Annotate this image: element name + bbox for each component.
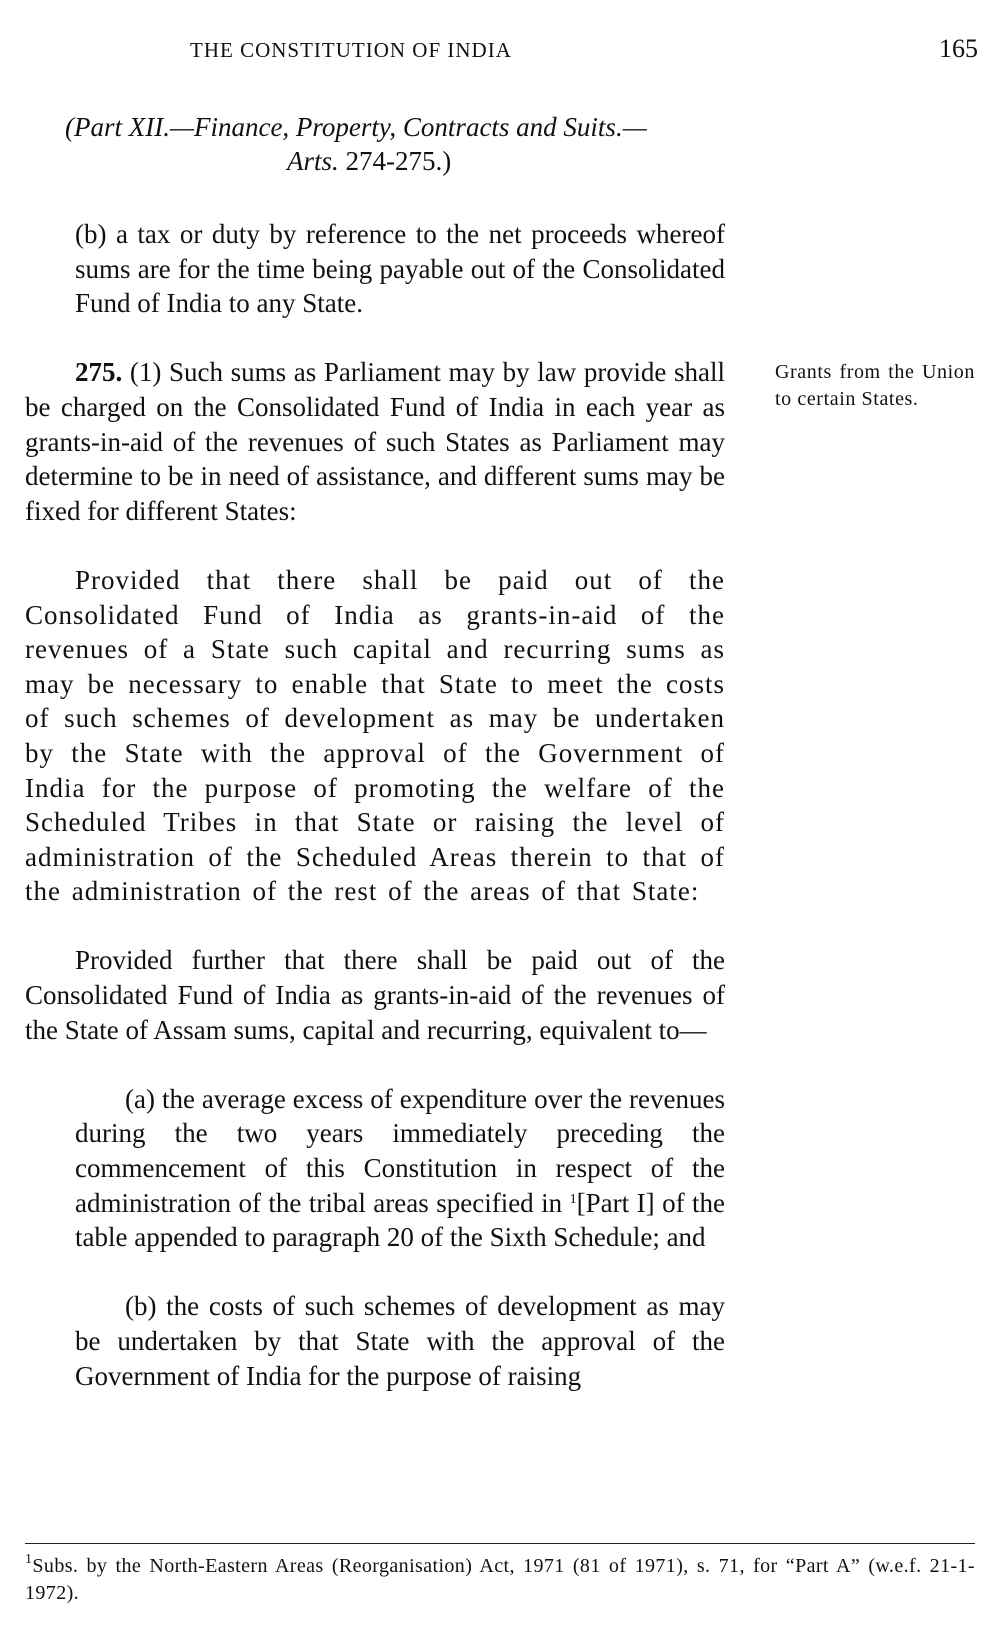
arts-label: Arts. xyxy=(287,146,339,176)
second-proviso: Provided further that there shall be paid out of the Consolidated Fund of India as grants-in-aid of the revenues of the State of Assam sums, capital and recurring, equivalent to— xyxy=(25,945,725,1045)
part-heading-title: (Part XII.—Finance, Property, Contracts and Suits.— xyxy=(65,112,647,142)
article-275-clause-1 xyxy=(25,355,725,528)
footnote-marker: 1 xyxy=(25,1552,33,1567)
clause-1-text: (1) Such sums as Parliament may by law provide shall be charged on the Consolidated Fund of India in each year as grants-in-aid of the revenues of such States as Parliament may determine to be in need of assistance, and different sums may be fixed for different States: xyxy=(25,357,725,526)
first-proviso: Provided that there shall be paid out of the Consolidated Fund of India as grants-in-aid of the revenues of a State such capital and recurring sums as may be necessary to enable that State to meet the costs of such schemes of development as may be undertaken by the State with the approval of the Government of India for the purpose of promoting the welfare of the Scheduled Tribes in that State or raising the level of administration of the Scheduled Areas therein to that of the administration of the rest of the areas of that State: xyxy=(25,564,725,907)
main-text-column xyxy=(25,217,725,1428)
part-heading xyxy=(65,110,725,178)
sub-clause-a xyxy=(75,1082,725,1255)
footnote-reference[interactable]: 1 xyxy=(569,1191,577,1207)
page-number: 165 xyxy=(939,34,978,63)
marginal-note: Grants from the Union to certain States. xyxy=(775,361,975,410)
clause-b-art-274: (b) a tax or duty by reference to the net proceeds whereof sums are for the time being payable out of the Consolidated Fund of India to any State. xyxy=(75,219,725,319)
sub-clause-b: (b) the costs of such schemes of development as may be undertaken by that State with the approval of the Government of India for the purpose of raising xyxy=(75,1291,725,1391)
sub-clause-a-continuation: [Part I] of the table appended to paragraph 20 of the Sixth Schedule; and xyxy=(75,1187,726,1253)
footnote-divider xyxy=(25,1543,975,1544)
arts-range: 274-275.) xyxy=(345,146,452,176)
footnote xyxy=(25,1553,975,1607)
running-title: THE CONSTITUTION OF INDIA xyxy=(190,38,512,62)
article-number: 275. xyxy=(75,357,123,388)
sub-clause-a-text: (a) the average excess of expenditure over the revenues during the two years immediately preceding the commencement of this Constitution in respect of the administration of the tribal areas specified in xyxy=(75,1083,725,1218)
part-heading-articles xyxy=(65,144,725,178)
footnote-text: Subs. by the North-Eastern Areas (Reorganisation) Act, 1971 (81 of 1971), s. 71, for “Part A” (w.e.f. 21-1-1972). xyxy=(25,1555,975,1604)
